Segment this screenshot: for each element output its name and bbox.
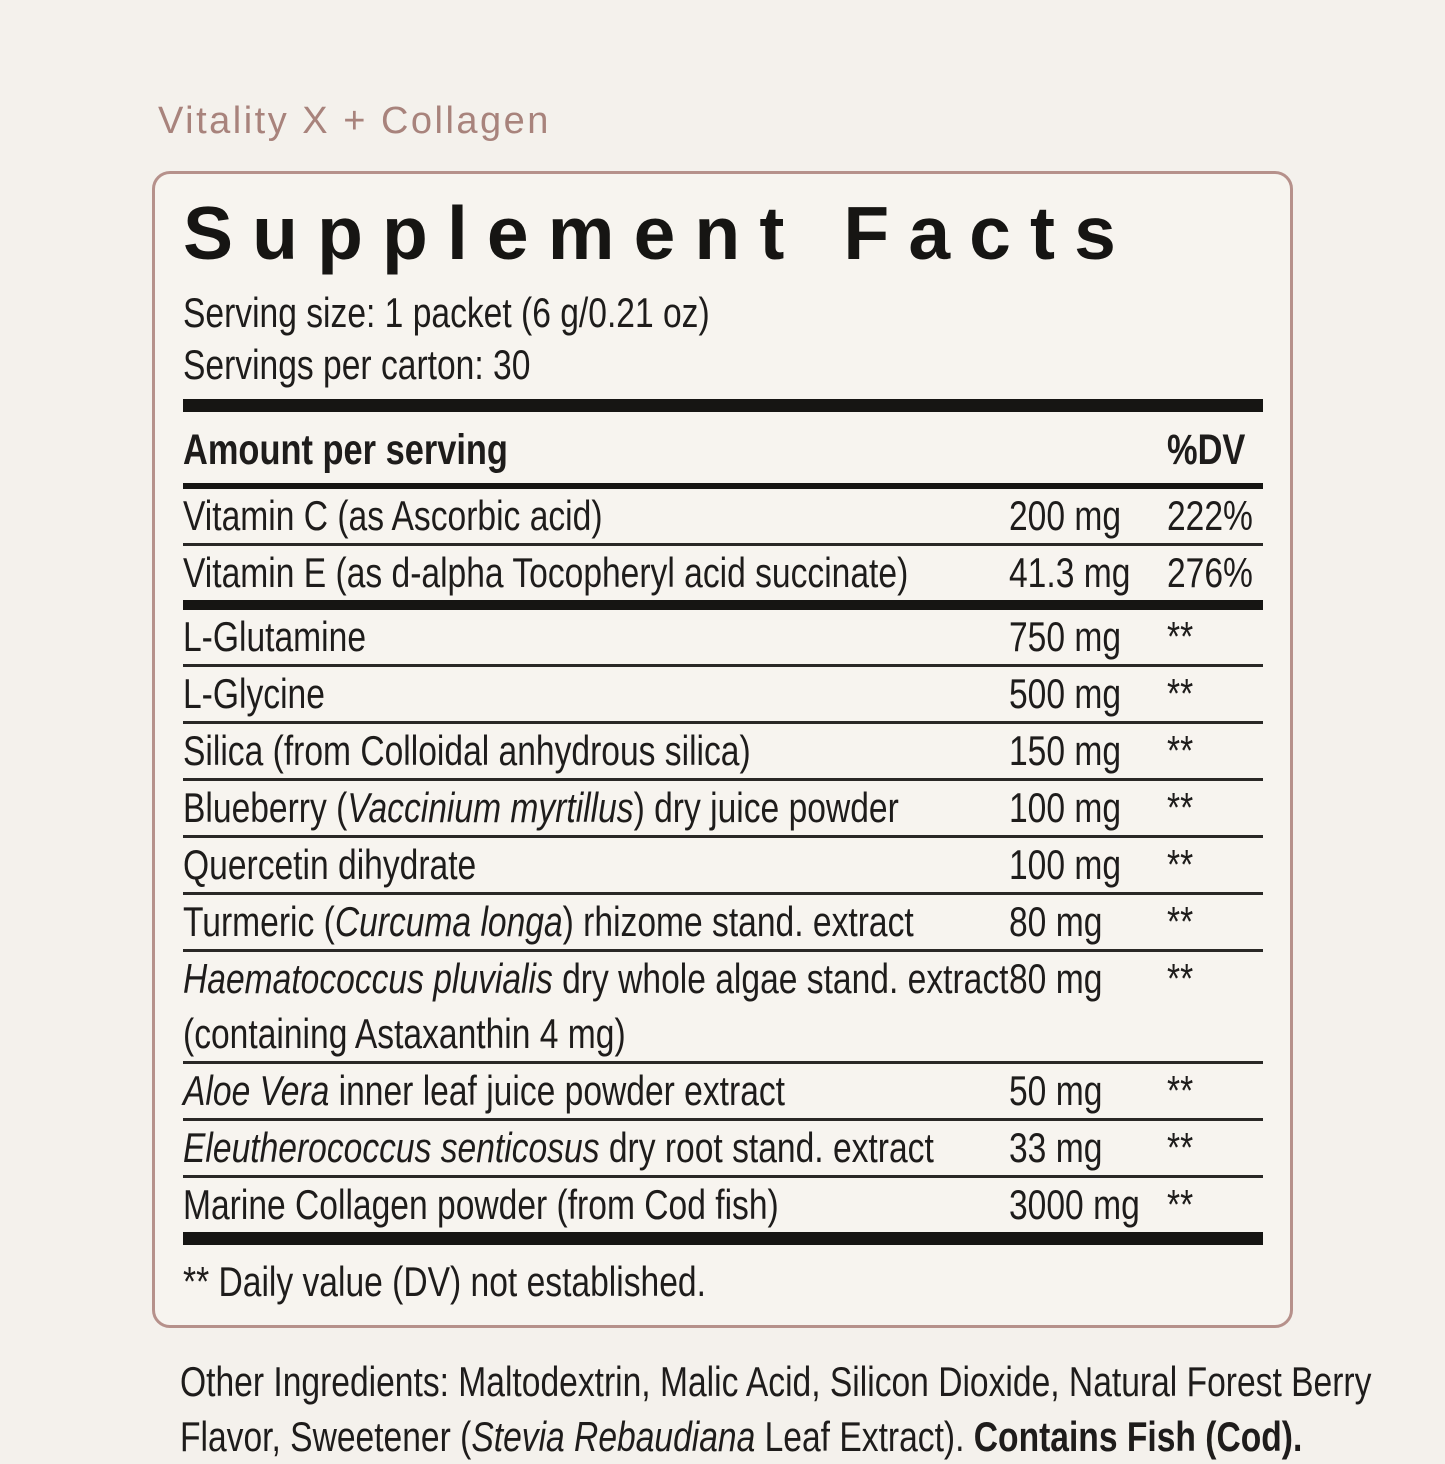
ingredient-dv-text: ** [1167, 784, 1194, 831]
ingredient-name [183, 1067, 1009, 1114]
ingredient-name-text: L-Glutamine [183, 613, 367, 660]
ingredient-amount-text: 80 mg [1009, 898, 1103, 945]
ingredient-dv-text: 222% [1167, 492, 1253, 539]
ingredient-name [183, 613, 1009, 660]
table-row [183, 724, 1263, 781]
ingredient-dv-text: ** [1167, 1067, 1194, 1114]
ingredient-amount-text: 750 mg [1009, 613, 1122, 660]
facts-table [183, 489, 1263, 1245]
ingredient-amount-text: 100 mg [1009, 784, 1122, 831]
ingredient-amount-text: 150 mg [1009, 727, 1122, 774]
ingredient-amount-text: 100 mg [1009, 841, 1122, 888]
product-title [158, 100, 1293, 143]
ingredient-amount [1009, 784, 1167, 831]
ingredient-dv-text: ** [1167, 898, 1194, 945]
footnote [183, 1259, 1263, 1305]
ingredient-dv [1167, 727, 1263, 774]
other-ingredients-paragraph [180, 1354, 1372, 1464]
ingredient-amount-text: 200 mg [1009, 492, 1122, 539]
ingredient-dv-text: 276% [1167, 549, 1253, 596]
table-row [183, 546, 1263, 610]
ingredient-name [183, 549, 1009, 596]
table-row [183, 610, 1263, 667]
serving-size-text: Serving size: 1 packet (6 g/0.21 oz) [183, 289, 710, 336]
ingredient-dv [1167, 1124, 1263, 1171]
ingredient-dv [1167, 784, 1263, 831]
ingredient-name-text: Haematococcus pluvialis dry whole algae stand. extract [183, 955, 1009, 1002]
ingredient-name-text: L-Glycine [183, 670, 325, 717]
ingredient-dv-text: ** [1167, 1181, 1194, 1228]
table-row [183, 952, 1263, 1064]
panel-title: Supplement Facts [183, 191, 1135, 275]
ingredient-amount [1009, 1124, 1167, 1171]
table-row [183, 895, 1263, 952]
table-row [183, 667, 1263, 724]
ingredient-name-text: Silica (from Colloidal anhydrous silica) [183, 727, 751, 774]
ingredient-dv-text: ** [1167, 670, 1194, 717]
ingredient-dv-text: ** [1167, 1124, 1194, 1171]
ingredient-amount-text: 41.3 mg [1009, 549, 1131, 596]
ingredient-name [183, 670, 1009, 717]
amount-header-cell [183, 426, 1009, 475]
table-row [183, 838, 1263, 895]
ingredient-dv [1167, 1181, 1263, 1228]
ingredient-name [183, 492, 1009, 539]
amount-header-label: Amount per serving [183, 426, 508, 474]
ingredient-dv [1167, 955, 1263, 1002]
table-row [183, 489, 1263, 546]
table-row [183, 1178, 1263, 1245]
ingredient-amount-text: 3000 mg [1009, 1181, 1140, 1228]
supplement-facts-panel [152, 171, 1293, 1328]
ingredient-amount [1009, 727, 1167, 774]
product-title-text: Vitality X + Collagen [158, 100, 551, 142]
ingredient-dv [1167, 841, 1263, 888]
table-row [183, 781, 1263, 838]
ingredient-dv [1167, 670, 1263, 717]
dv-header-cell [1167, 426, 1263, 475]
ingredient-amount [1009, 955, 1167, 1002]
ingredient-dv [1167, 613, 1263, 660]
ingredient-dv-text: ** [1167, 613, 1194, 660]
ingredient-name-text: Vitamin E (as d-alpha Tocopheryl acid succinate) [183, 549, 909, 596]
ingredient-amount [1009, 613, 1167, 660]
ingredient-amount [1009, 898, 1167, 945]
ingredient-amount [1009, 549, 1167, 596]
ingredient-dv [1167, 898, 1263, 945]
ingredient-name-text: Quercetin dihydrate [183, 841, 477, 888]
ingredient-dv [1167, 549, 1263, 596]
other-ingredients-line [180, 1409, 1303, 1464]
servings-per-carton-line [183, 339, 1263, 391]
ingredient-name-text: Eleutherococcus senticosus dry root stand. extract [183, 1124, 934, 1171]
ingredient-name-line2: (containing Astaxanthin 4 mg) [183, 1010, 626, 1057]
ingredient-amount [1009, 492, 1167, 539]
dv-header-label: %DV [1167, 426, 1246, 474]
ingredient-amount-text: 500 mg [1009, 670, 1122, 717]
ingredient-name [183, 898, 1009, 945]
ingredient-name [183, 784, 1009, 831]
ingredient-name [183, 727, 1009, 774]
ingredient-dv [1167, 1067, 1263, 1114]
ingredient-name-text: Turmeric (Curcuma longa) rhizome stand. extract [183, 898, 914, 945]
ingredient-name [183, 1124, 1009, 1171]
ingredient-name-text: Vitamin C (as Ascorbic acid) [183, 492, 603, 539]
column-header-row [183, 412, 1263, 489]
ingredient-name-text: Marine Collagen powder (from Cod fish) [183, 1181, 779, 1228]
serving-size-line [183, 287, 1263, 339]
other-ingredients-line2-text: Flavor, Sweetener (Stevia Rebaudiana Leaf Extract). Contains Fish (Cod). [180, 1413, 1303, 1460]
ingredient-amount [1009, 1181, 1167, 1228]
ingredient-dv-text: ** [1167, 727, 1194, 774]
other-ingredients-line [180, 1354, 1372, 1409]
ingredient-name [183, 1181, 1009, 1228]
other-ingredients-line1-text: Other Ingredients: Maltodextrin, Malic Acid, Silicon Dioxide, Natural Forest Berry [180, 1358, 1372, 1405]
ingredient-dv [1167, 492, 1263, 539]
ingredient-dv-text: ** [1167, 955, 1194, 1002]
ingredient-amount-text: 80 mg [1009, 955, 1103, 1002]
ingredient-name [183, 841, 1009, 888]
separator-bar-top [183, 399, 1263, 412]
ingredient-name-text: Aloe Vera inner leaf juice powder extract [183, 1067, 786, 1114]
servings-per-carton-text: Servings per carton: 30 [183, 341, 531, 388]
ingredient-amount [1009, 670, 1167, 717]
ingredient-dv-text: ** [1167, 841, 1194, 888]
table-row [183, 1121, 1263, 1178]
ingredient-amount [1009, 841, 1167, 888]
table-row [183, 1064, 1263, 1121]
ingredient-name [183, 955, 1009, 1057]
ingredient-amount [1009, 1067, 1167, 1114]
ingredient-name-text: Blueberry (Vaccinium myrtillus) dry juice powder [183, 784, 899, 831]
footnote-text: ** Daily value (DV) not established. [183, 1258, 706, 1305]
ingredient-amount-text: 50 mg [1009, 1067, 1103, 1114]
ingredient-amount-text: 33 mg [1009, 1124, 1103, 1171]
